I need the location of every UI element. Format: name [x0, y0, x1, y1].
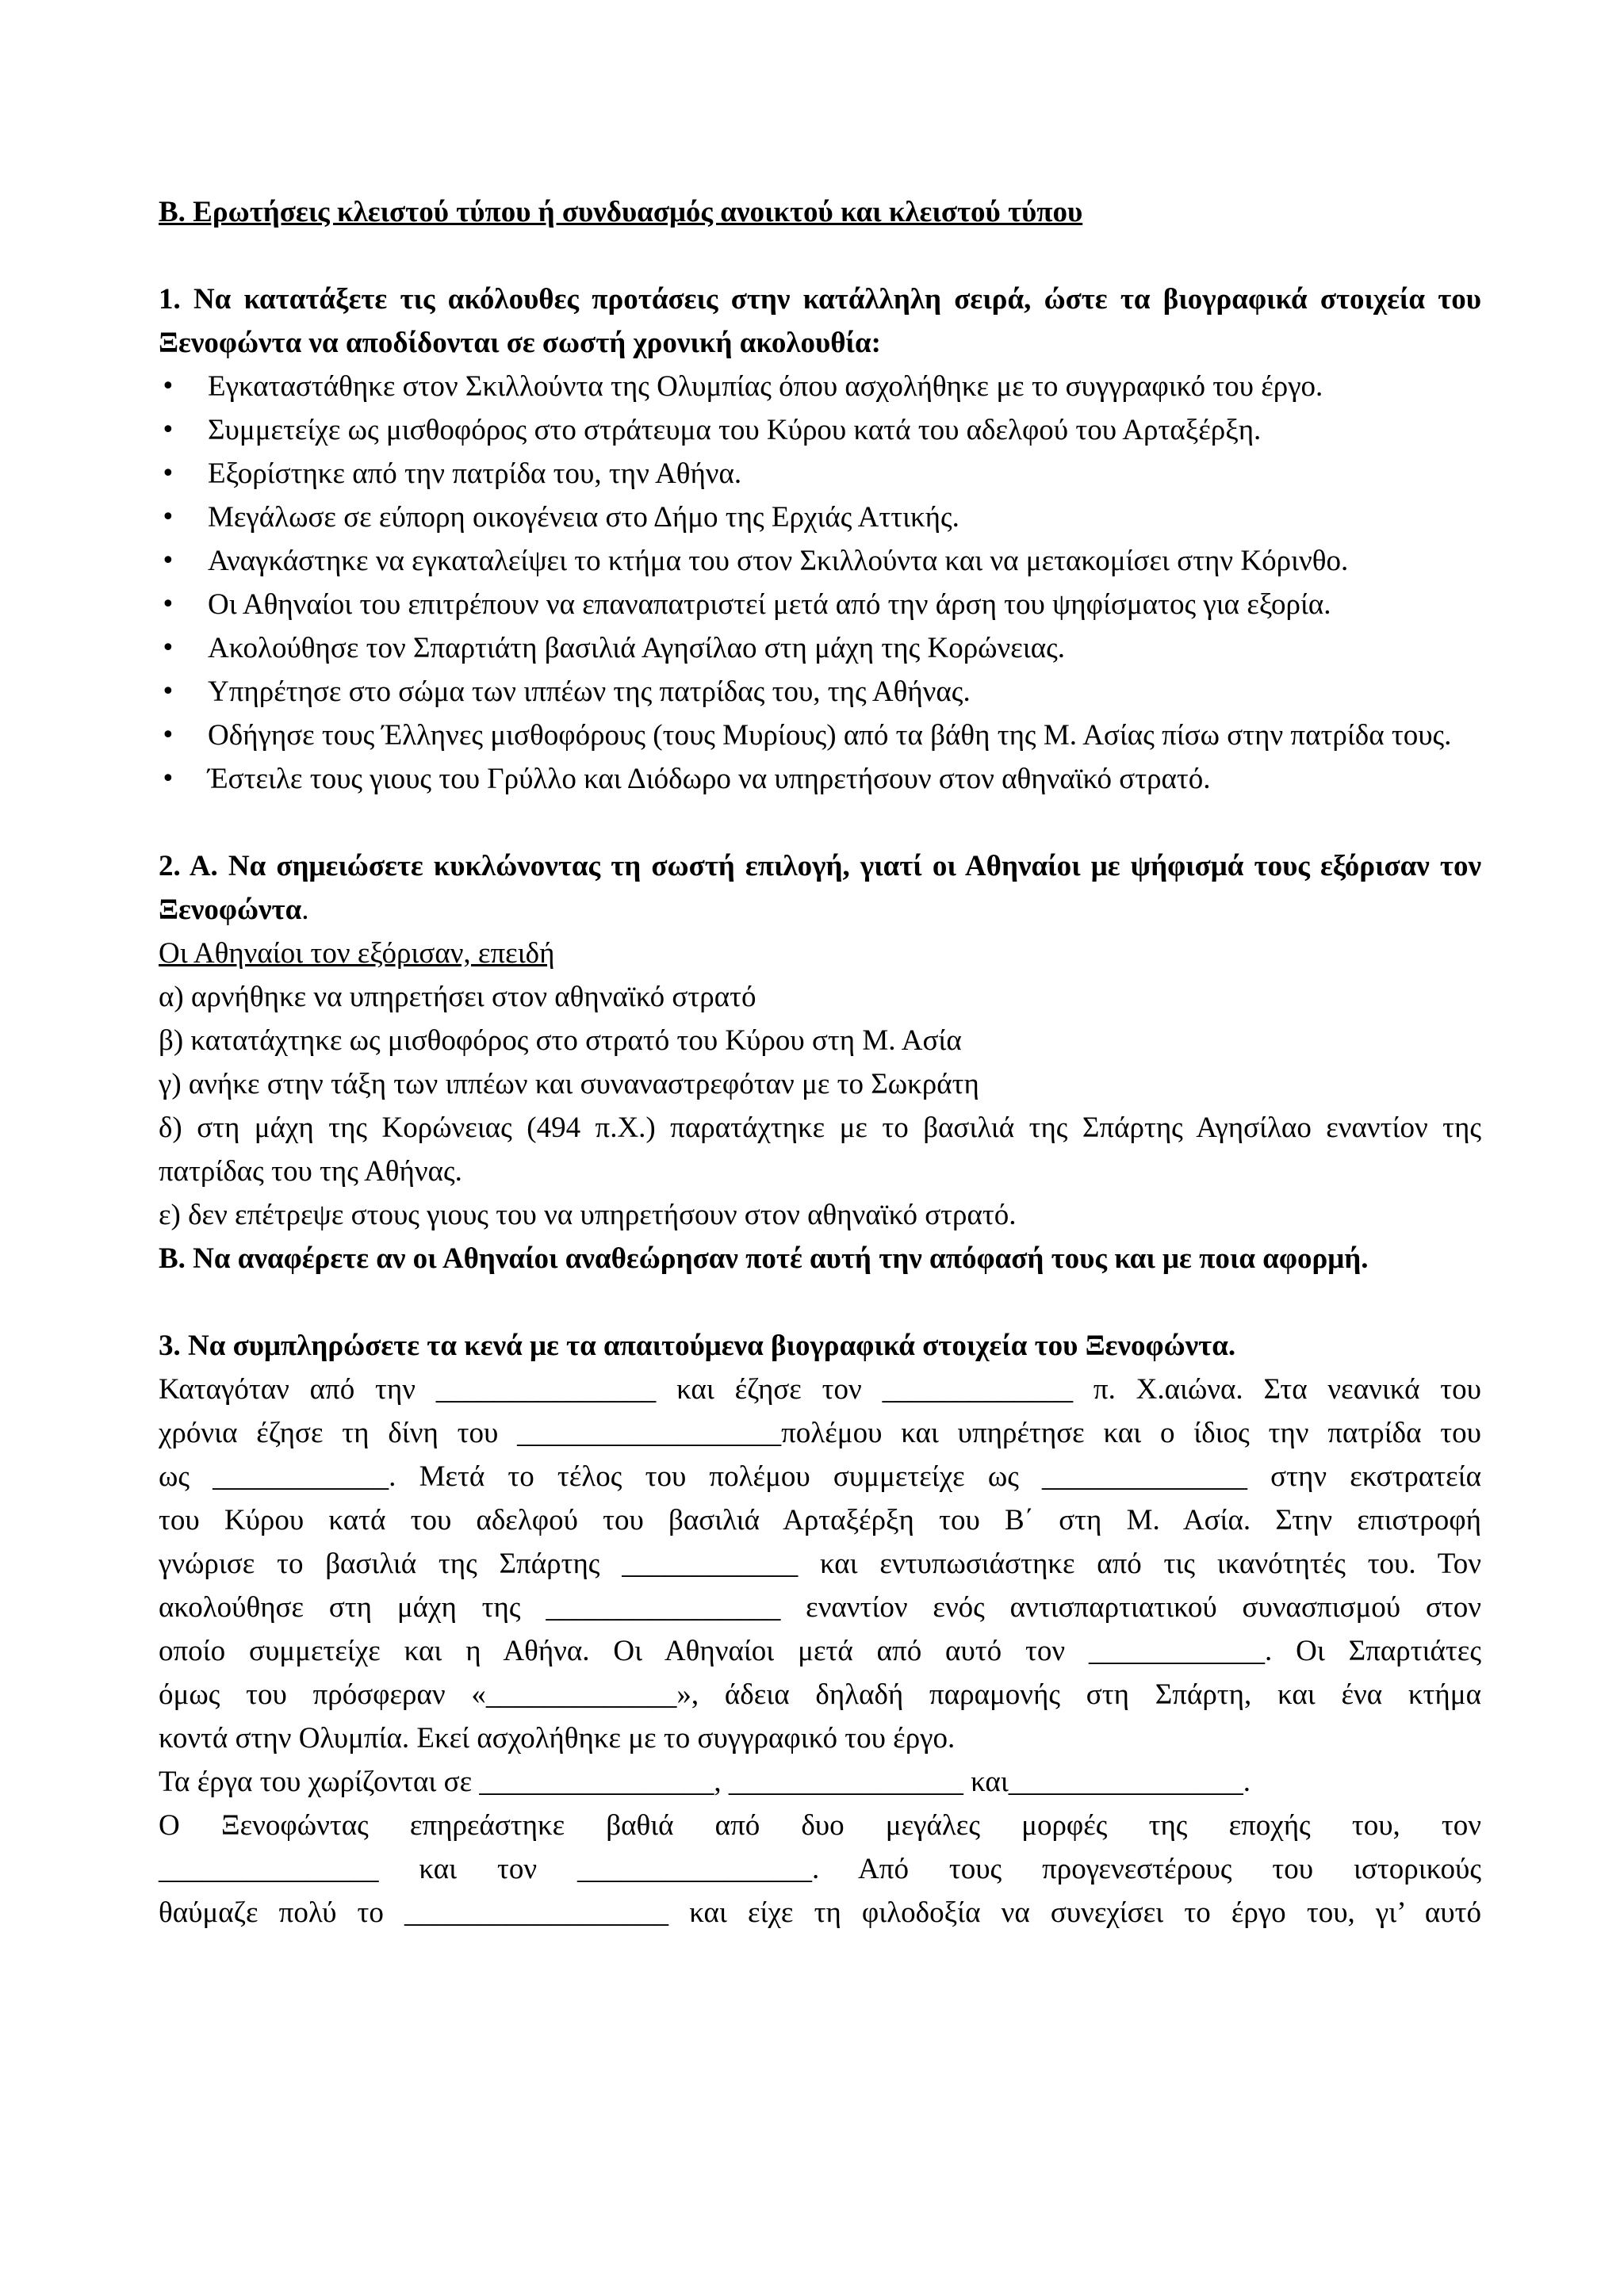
fill-blank-line: κοντά στην Ολυμπία. Εκεί ασχολήθηκε με το συγγραφικό του έργο. [159, 1722, 956, 1755]
list-item: • Συμμετείχε ως μισθοφόρος στο στράτευμα του Κύρου κατά του αδελφού του Αρταξέρξη. [159, 408, 1481, 452]
fill-blank-line: Ο Ξενοφώντας επηρεάστηκε βαθιά από δυο μεγάλες μορφές της εποχής του, τον [159, 1809, 1481, 1842]
list-item: • Έστειλε τους γιους του Γρύλλο και Διόδωρο να υπηρετήσουν στον αθηναϊκό στρατό. [159, 757, 1481, 801]
list-item: • Οι Αθηναίοι του επιτρέπουν να επαναπατριστεί μετά από την άρση του ψηφίσματος για εξορία. [159, 583, 1481, 626]
fill-blank-line: του Κύρου κατά του αδελφού του βασιλιά Αρταξέρξη του Β΄ στη Μ. Ασία. Στην επιστροφή [159, 1504, 1481, 1536]
list-item: • Υπηρέτησε στο σώμα των ιππέων της πατρίδας του, της Αθήνας. [159, 670, 1481, 714]
question-2a-prompt [159, 844, 1481, 932]
list-item: • Οδήγησε τους Έλληνες μισθοφόρους (τους Μυρίους) από τα βάθη της Μ. Ασίας πίσω στην πατρίδα τους. [159, 714, 1481, 757]
spacer [159, 801, 1481, 844]
question-1-prompt: 1. Να κατατάξετε τις ακόλουθες προτάσεις στην κατάλληλη σειρά, ώστε τα βιογραφικά στοιχεία του Ξενοφώντα να αποδίδονται σε σωστή χρονική ακολουθία: [159, 283, 1481, 359]
answer-option: ε) δεν επέτρεψε στους γιους του να υπηρετήσουν στον αθηναϊκό στρατό. [159, 1199, 1017, 1231]
fill-blank-line: ακολούθησε στη μάχη της ________________ εναντίον ενός αντισπαρτιατικού συνασπισμού στον [159, 1591, 1481, 1624]
fill-blank-line: χρόνια έζησε τη δίνη του __________________πολέμου και υπηρέτησε και ο ίδιος την πατρίδα του [159, 1417, 1481, 1449]
list-item: • Εγκαταστάθηκε στον Σκιλλούντα της Ολυμπίας όπου ασχολήθηκε με το συγγραφικό του έργο. [159, 365, 1481, 408]
question-2a-prompt-text: 2. Α. Να σημειώσετε κυκλώνοντας τη σωστή επιλογή, γιατί οι Αθηναίοι με ψήφισμά τους εξόρισαν τον Ξενοφώντα [159, 850, 1481, 926]
fill-blank-line: θαύμαζε πολύ το __________________ και είχε τη φιλοδοξία να συνεχίσει το έργο του, γι’ αυτό [159, 1896, 1481, 1929]
fill-blank-line: οποίο συμμετείχε και η Αθήνα. Οι Αθηναίοι μετά από αυτό τον ____________. Οι Σπαρτιάτες [159, 1635, 1481, 1667]
spacer [159, 1280, 1481, 1324]
answer-option: α) αρνήθηκε να υπηρετήσει στον αθηναϊκό στρατό [159, 981, 756, 1013]
list-item: • Μεγάλωσε σε εύπορη οικογένεια στο Δήμο της Ερχιάς Αττικής. [159, 496, 1481, 539]
fill-blank-line: Καταγόταν από την _______________ και έζησε τον _____________ π. Χ.αιώνα. Στα νεανικά του [159, 1373, 1481, 1406]
question-2b-prompt: Β. Να αναφέρετε αν οι Αθηναίοι αναθεώρησαν ποτέ αυτή την απόφασή τους και με ποια αφορμή. [159, 1242, 1369, 1275]
question-2-stem: Οι Αθηναίοι τον εξόρισαν, επειδή [159, 937, 555, 970]
fill-blank-line: _______________ και τον ________________. Από τους προγενεστέρους του ιστορικούς [159, 1853, 1481, 1885]
answer-option: β) κατατάχτηκε ως μισθοφόρος στο στρατό του Κύρου στη Μ. Ασία [159, 1024, 962, 1057]
fill-blank-line: όμως του πρόσφεραν «_____________», άδεια δηλαδή παραμονής στη Σπάρτη, και ένα κτήμα [159, 1678, 1481, 1711]
question-3-prompt: 3. Να συμπληρώσετε τα κενά με τα απαιτούμενα βιογραφικά στοιχεία του Ξενοφώντα. [159, 1330, 1236, 1362]
fill-blank-line: Τα έργα του χωρίζονται σε ________________, ________________ και________________. [159, 1766, 1251, 1798]
question-1-list [159, 365, 1481, 801]
list-item: • Ακολούθησε τον Σπαρτιάτη βασιλιά Αγησίλαο στη μάχη της Κορώνειας. [159, 626, 1481, 670]
question-2a-prompt-end: . [301, 894, 309, 926]
fill-blank-line: γνώρισε το βασιλιά της Σπάρτης ____________ και εντυπωσιάστηκε από τις ικανότητές του. Τον [159, 1548, 1481, 1580]
document-page [159, 190, 1481, 1934]
list-item: • Εξορίστηκε από την πατρίδα του, την Αθήνα. [159, 452, 1481, 496]
fill-blank-line: ως ____________. Μετά το τέλος του πολέμου συμμετείχε ως ______________ στην εκστρατεία [159, 1460, 1481, 1493]
answer-option: γ) ανήκε στην τάξη των ιππέων και συναναστρεφόταν με το Σωκράτη [159, 1068, 979, 1100]
answer-option: δ) στη μάχη της Κορώνειας (494 π.Χ.) παρατάχτηκε με το βασιλιά της Σπάρτης Αγησίλαο εναντίον της πατρίδας του της Αθήνας. [159, 1112, 1481, 1188]
spacer [159, 234, 1481, 277]
section-title: Β. Ερωτήσεις κλειστού τύπου ή συνδυασμός ανοικτού και κλειστού τύπου [159, 196, 1083, 228]
list-item: • Αναγκάστηκε να εγκαταλείψει το κτήμα του στον Σκιλλούντα και να μετακομίσει στην Κόρινθο. [159, 539, 1481, 583]
